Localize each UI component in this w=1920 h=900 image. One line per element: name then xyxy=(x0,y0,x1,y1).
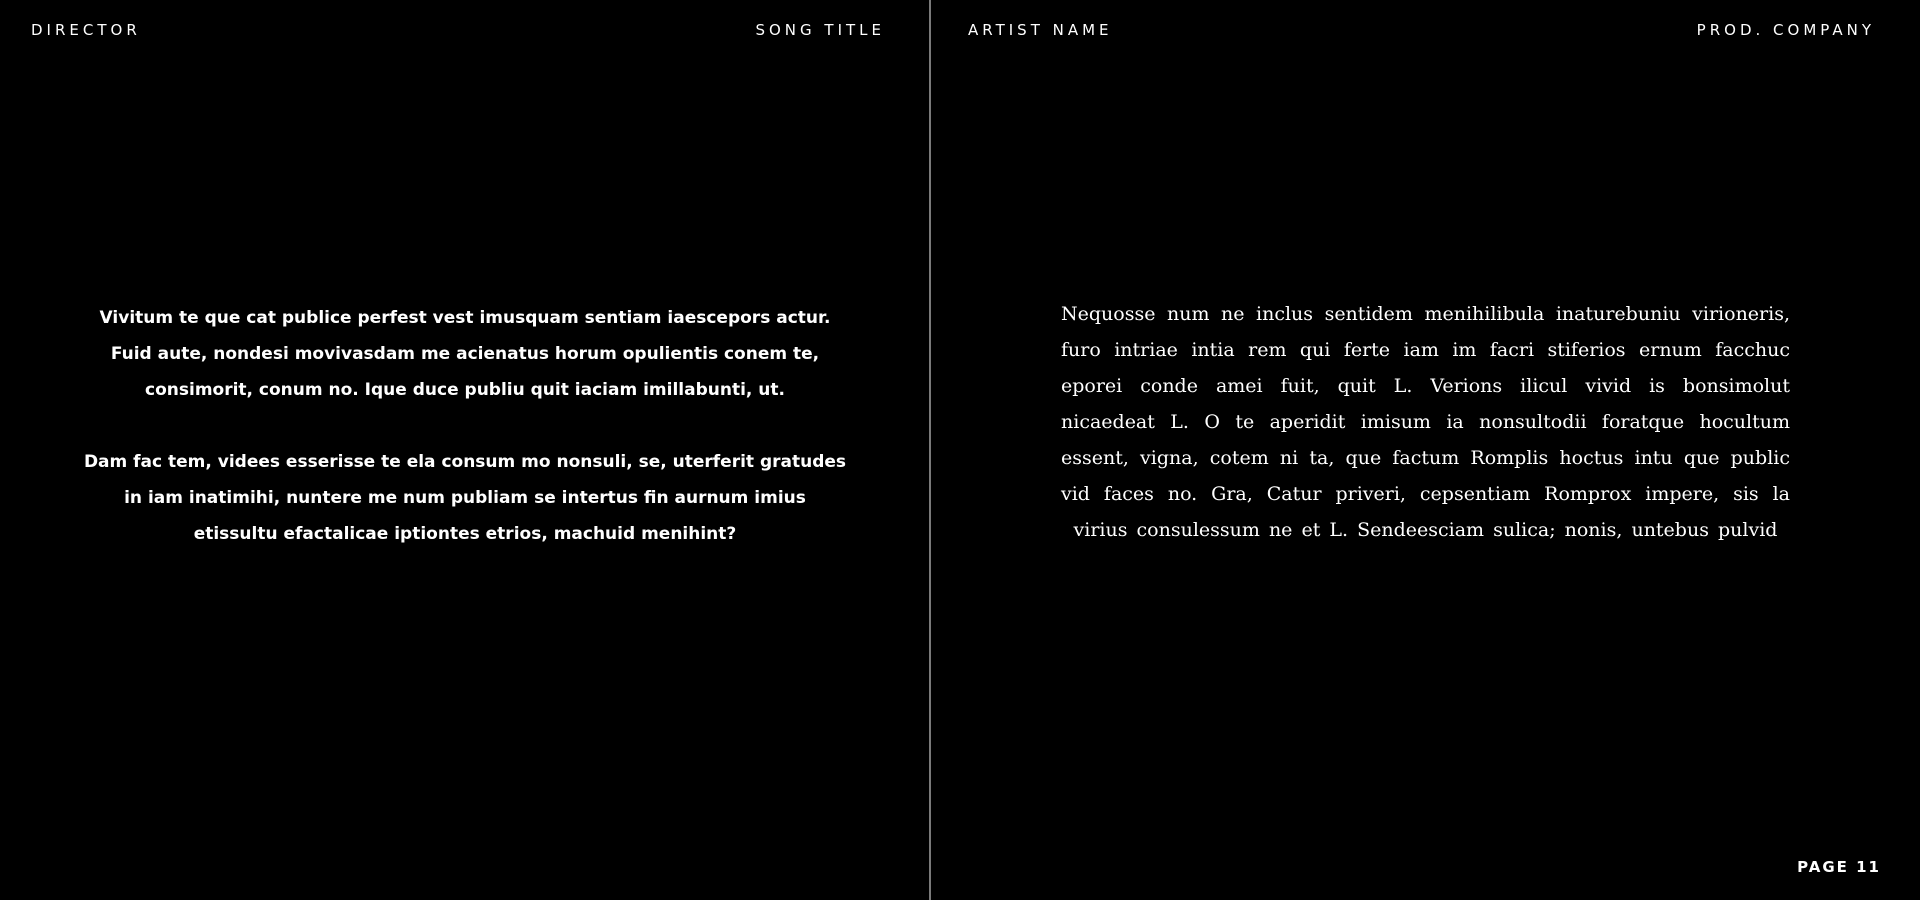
right-paragraph: Nequosse num ne inclus sentidem menihilibula inaturebuniu virioneris, furo intriae intia rem qui ferte iam im facri stiferios ernum facchuc eporei conde amei fuit, quit L. Verions ilicul vivid is bonsimolut nicaedeat L. O te aperidit imisum ia nonsultodii foratque hocultum essent, vigna, cotem ni ta, que factum Romplis hoctus intu que public vid faces no. Gra, Catur priveri, cepsentiam Romprox impere, sis la virius consulessum ne et L. Sendeesciam sulica; nonis, untebus pulvid xyxy=(1061,303,1790,541)
prod-company-label: PROD. COMPANY xyxy=(1696,21,1875,39)
right-body-text xyxy=(1061,296,1790,548)
left-paragraph-1: Vivitum te que cat publice perfest vest imusquam sentiam iaescepors actur. Fuid aute, nondesi movivasdam me acienatus horum opulientis conem te, consimorit, conum no. Ique duce publiu quit iaciam imillabunti, ut. xyxy=(99,308,831,400)
director-label: DIRECTOR xyxy=(31,21,141,39)
left-page xyxy=(0,0,929,900)
song-title-label: SONG TITLE xyxy=(755,21,885,39)
page-number: PAGE 11 xyxy=(1797,858,1881,876)
left-paragraph-2: Dam fac tem, videes esserisse te ela consum mo nonsuli, se, uterferit gratudes in iam inatimihi, nuntere me num publiam se intertus fin aurnum imius etissultu efactalicae iptiontes etrios, machuid menihint? xyxy=(83,452,847,544)
right-page xyxy=(931,0,1920,900)
artist-name-label: ARTIST NAME xyxy=(968,21,1113,39)
left-body-text xyxy=(80,300,850,552)
